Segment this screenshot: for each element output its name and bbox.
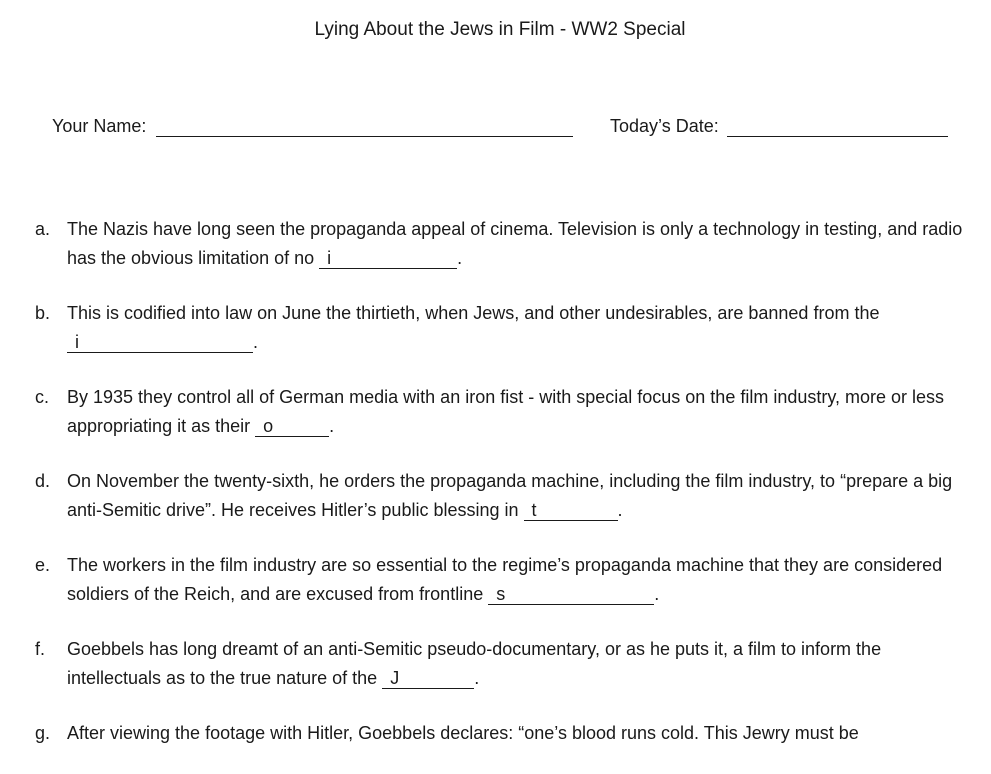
- question-text: This is codified into law on June the thirtieth, when Jews, and other undesirables, are banned from the: [67, 303, 880, 323]
- question-letter: a.: [35, 219, 51, 239]
- name-field[interactable]: [156, 136, 573, 137]
- question-letter: e.: [35, 555, 51, 575]
- question-text: Goebbels has long dreamt of an anti-Semitic pseudo-documentary, or as he puts it, a film to inform the intellectuals as to the true nature of the: [67, 639, 882, 688]
- question-end: .: [253, 332, 259, 352]
- question-b: [35, 299, 967, 357]
- question-letter: d.: [35, 471, 51, 491]
- answer-blank[interactable]: s: [488, 584, 654, 605]
- answer-blank[interactable]: o: [255, 416, 329, 437]
- name-label: Your Name:: [52, 116, 147, 136]
- question-end: .: [474, 668, 480, 688]
- question-end: .: [457, 248, 463, 268]
- question-text: By 1935 they control all of German media with an iron fist - with special focus on the film industry, more or less appropriating it as their: [67, 387, 945, 436]
- answer-blank[interactable]: i: [67, 332, 253, 353]
- question-f: [35, 635, 967, 693]
- answer-blank[interactable]: t: [524, 500, 618, 521]
- question-g: [35, 719, 967, 748]
- question-end: .: [617, 500, 623, 520]
- question-c: [35, 383, 967, 441]
- question-text: The Nazis have long seen the propaganda appeal of cinema. Television is only a technology in testing, and radio has the obvious limitation of no: [67, 219, 963, 268]
- question-end: .: [654, 584, 660, 604]
- question-d: [35, 467, 967, 525]
- date-label: Today’s Date:: [610, 116, 719, 136]
- question-letter: f.: [35, 639, 46, 659]
- question-text: The workers in the film industry are so essential to the regime’s propaganda machine that they are considered soldiers of the Reich, and are excused from frontline: [67, 555, 943, 604]
- question-text: After viewing the footage with Hitler, Goebbels declares: “one’s blood runs cold. This Jewry must be: [67, 723, 859, 743]
- student-info-row: [52, 116, 952, 142]
- date-field[interactable]: [727, 136, 948, 137]
- question-end: .: [329, 416, 335, 436]
- question-list: [35, 215, 967, 774]
- question-text: On November the twenty-sixth, he orders the propaganda machine, including the film industry, to “prepare a big anti-Semitic drive”. He receives Hitler’s public blessing in: [67, 471, 953, 520]
- page-title: Lying About the Jews in Film - WW2 Special: [314, 19, 686, 40]
- question-letter: c.: [35, 387, 50, 407]
- question-e: [35, 551, 967, 609]
- answer-blank[interactable]: i: [319, 248, 457, 269]
- question-a: [35, 215, 967, 273]
- question-letter: b.: [35, 303, 51, 323]
- answer-blank[interactable]: J: [382, 668, 474, 689]
- question-letter: g.: [35, 723, 51, 743]
